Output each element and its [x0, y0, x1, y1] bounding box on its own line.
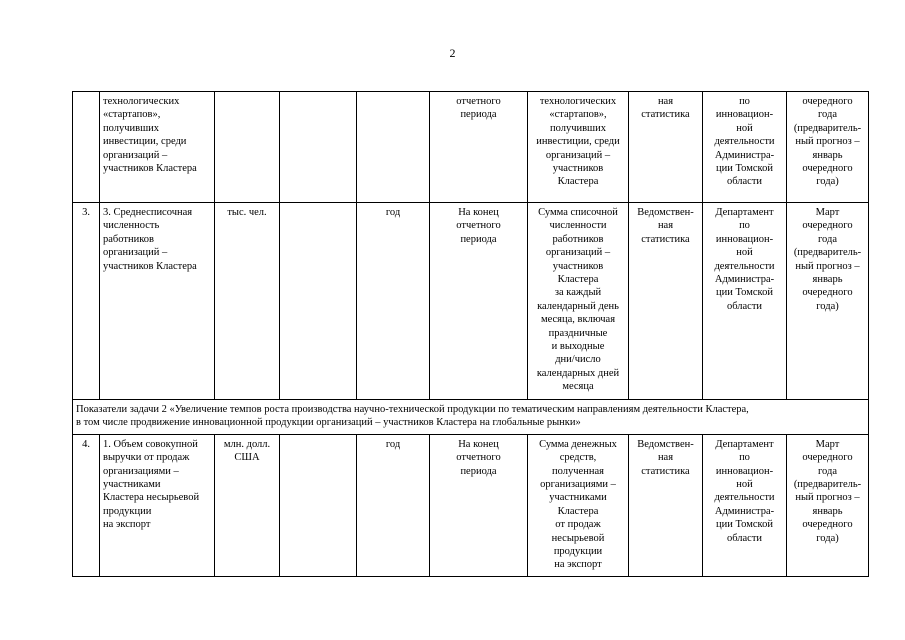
calculation-method-cell: Сумма денежных средств, полученная организациями – участниками Кластера от продаж несырьевой продукции на экспорт [528, 434, 629, 576]
deadline-cell: очередного года (предваритель- ный прогноз – январь очередного года) [787, 92, 869, 203]
table-row [73, 203, 869, 400]
indicator-name-cell: технологических «стартапов», получивших инвестиции, среди организаций – участников Кластера [100, 92, 215, 203]
indicator-name-cell: 1. Объем совокупной выручки от продаж организациями – участниками Кластера несырьевой продукции на экспорт [100, 434, 215, 576]
period-cell: На конец отчетного периода [430, 434, 528, 576]
periodicity-cell: год [357, 434, 430, 576]
period-cell: На конец отчетного периода [430, 203, 528, 400]
row-number-cell [73, 92, 100, 203]
data-source-cell: Ведомствен- ная статистика [629, 434, 703, 576]
periodicity-cell: год [357, 203, 430, 400]
page-number: 2 [449, 46, 456, 60]
deadline-cell: Март очередного года (предваритель- ный прогноз – январь очередного года) [787, 203, 869, 400]
calculation-method-cell: Сумма списочной численности работников организаций – участников Кластера за каждый календарный день месяца, включая праздничные и выходные дни/число календарных дней месяца [528, 203, 629, 400]
empty-cell [280, 434, 357, 576]
section-row [73, 400, 869, 435]
data-source-cell: ная статистика [629, 92, 703, 203]
row-number-cell: 3. [73, 203, 100, 400]
table-row [73, 434, 869, 576]
empty-cell [280, 203, 357, 400]
indicators-table [72, 91, 869, 577]
calculation-method-cell: технологических «стартапов», получивших инвестиции, среди организаций – участников Кластера [528, 92, 629, 203]
table-row [73, 92, 869, 203]
unit-cell: тыс. чел. [215, 203, 280, 400]
period-cell: отчетного периода [430, 92, 528, 203]
responsible-cell: по инновацион- ной деятельности Администра- ции Томской области [703, 92, 787, 203]
section-heading [73, 400, 869, 435]
periodicity-cell [357, 92, 430, 203]
unit-cell [215, 92, 280, 203]
responsible-cell: Департамент по инновацион- ной деятельности Администра- ции Томской области [703, 434, 787, 576]
indicator-name-cell: 3. Среднесписочная численность работников организаций – участников Кластера [100, 203, 215, 400]
row-number-cell: 4. [73, 434, 100, 576]
empty-cell [280, 92, 357, 203]
unit-cell: млн. долл. США [215, 434, 280, 576]
responsible-cell: Департамент по инновацион- ной деятельности Администра- ции Томской области [703, 203, 787, 400]
deadline-cell: Март очередного года (предваритель- ный прогноз – январь очередного года) [787, 434, 869, 576]
data-source-cell: Ведомствен- ная статистика [629, 203, 703, 400]
section-heading-text: Показатели задачи 2 «Увеличение темпов роста производства научно-технической продукции по тематическим направлениям деятельности Кластера, в том числе продвижение инновационной продукции организаций – участников Кластера на глобальные рынки» [76, 404, 749, 429]
